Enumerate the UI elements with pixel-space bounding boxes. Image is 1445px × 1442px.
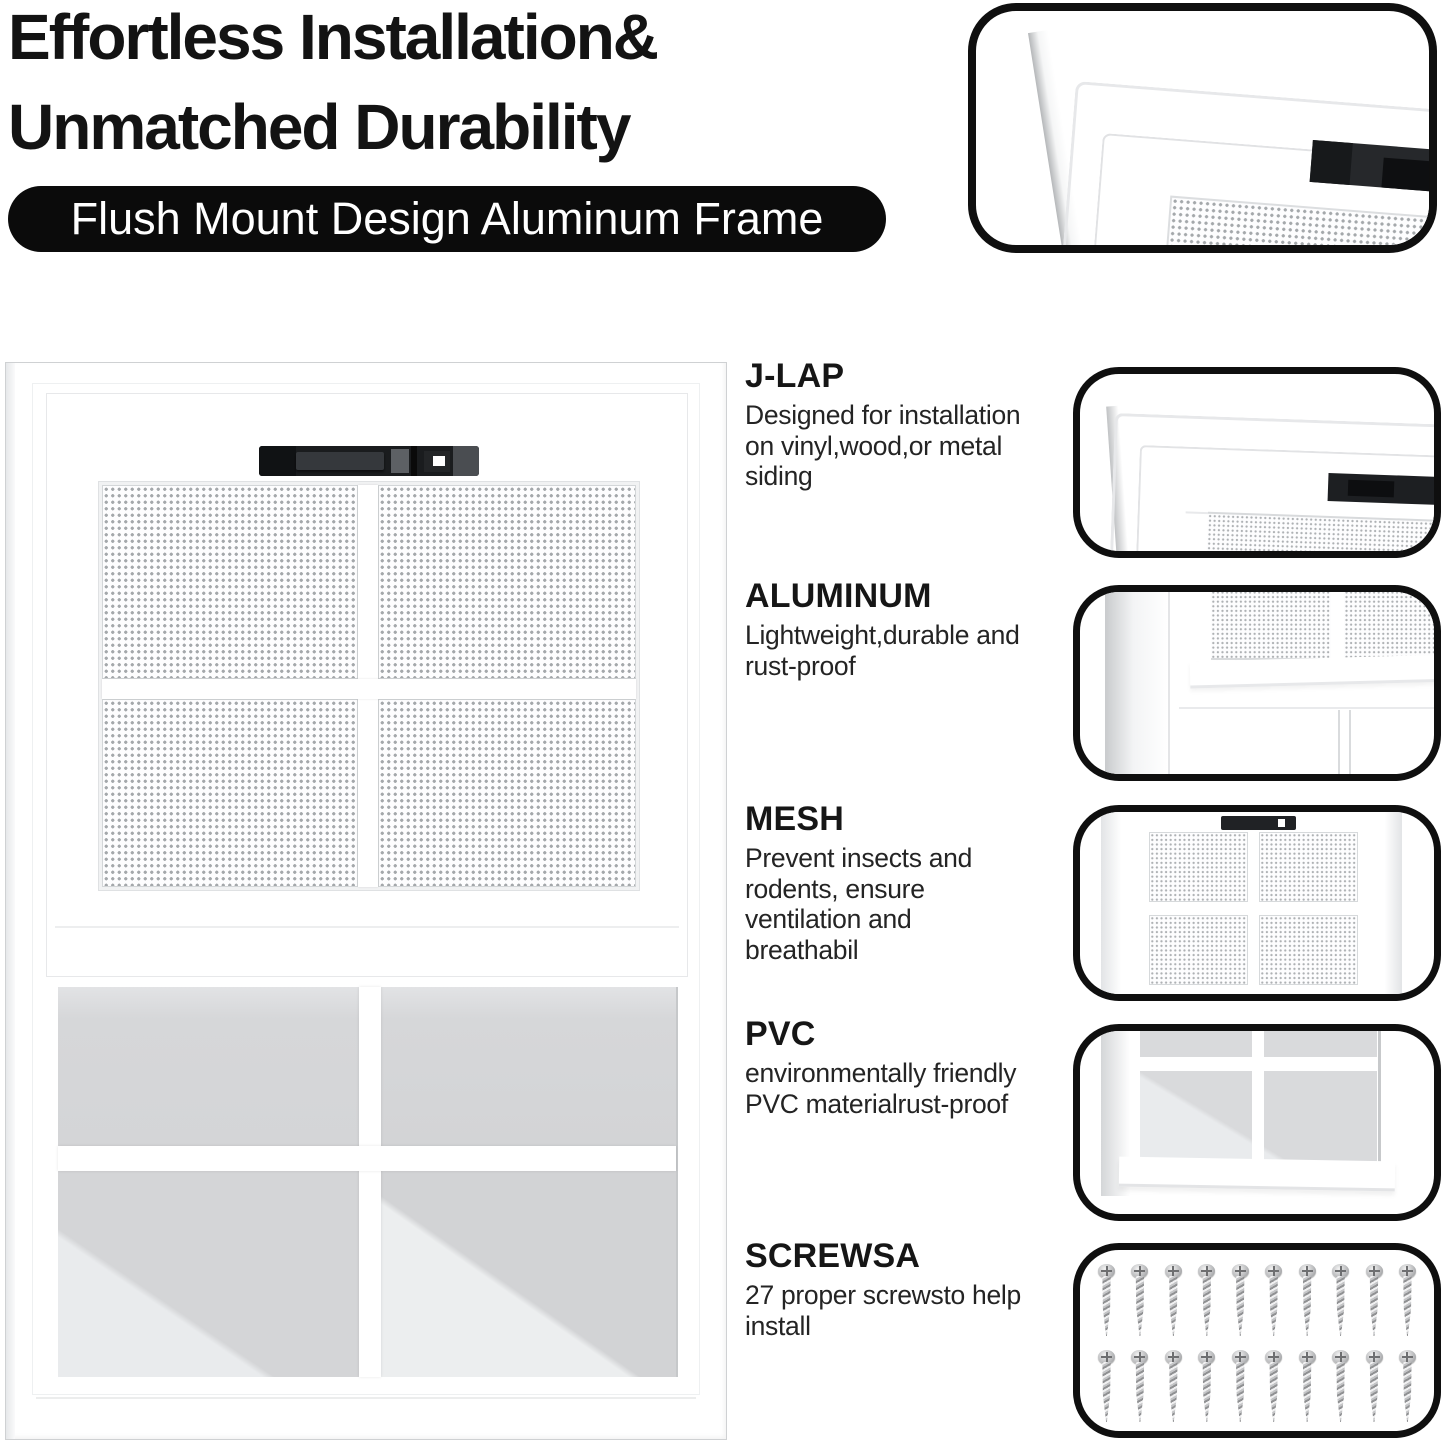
thumb-screws-photo bbox=[1073, 1243, 1441, 1438]
glass-grid bbox=[58, 987, 678, 1377]
glass-divider-horizontal bbox=[1140, 1057, 1377, 1071]
thumb-frame-corner-latch-photo bbox=[1073, 367, 1441, 558]
feature-heading: SCREWSA bbox=[745, 1237, 921, 1275]
screw-icon bbox=[1131, 1264, 1148, 1338]
feature-description: Prevent insects and rodents, ensure ventilation and breathabil bbox=[745, 843, 973, 965]
mesh-pane bbox=[378, 485, 636, 679]
screw-row bbox=[1098, 1350, 1416, 1424]
window-left-edge bbox=[6, 363, 15, 1439]
screw-icon bbox=[1232, 1350, 1249, 1424]
glass-pane bbox=[58, 1171, 359, 1377]
mesh-area bbox=[1211, 592, 1434, 660]
glass-grid bbox=[1140, 1031, 1377, 1163]
mesh-sash bbox=[46, 393, 688, 977]
feature-mesh bbox=[745, 799, 1055, 965]
glass-pane bbox=[381, 987, 676, 1146]
glass-pane bbox=[58, 987, 359, 1146]
sash-sill-line bbox=[55, 926, 679, 928]
thumb-photo-inner bbox=[1080, 1031, 1434, 1214]
thumb-photo-inner bbox=[1080, 1250, 1434, 1431]
screw-icon bbox=[1299, 1264, 1316, 1338]
thumb-mesh-panel-photo bbox=[1073, 805, 1441, 1001]
feature-j-lap bbox=[745, 356, 1055, 492]
hero-frame-corner-photo bbox=[968, 3, 1437, 253]
frame-side-rail bbox=[1101, 812, 1131, 994]
screw-icon bbox=[1332, 1350, 1349, 1424]
feature-description: environmentally friendly PVC materialrust-proof bbox=[745, 1058, 1017, 1119]
glass-divider-vertical bbox=[359, 987, 381, 1377]
window-latch bbox=[259, 446, 479, 476]
mesh-grid bbox=[1149, 832, 1357, 985]
glass-right-edge bbox=[1378, 1031, 1381, 1163]
glass-divider-horizontal bbox=[58, 1146, 676, 1171]
thumb-aluminum-rail-photo bbox=[1073, 585, 1441, 781]
subtitle-badge: Flush Mount Design Aluminum Frame bbox=[8, 186, 886, 252]
screw-icon bbox=[1332, 1264, 1349, 1338]
page-title bbox=[8, 0, 657, 172]
screw-icon bbox=[1165, 1264, 1182, 1338]
muntin-bar bbox=[1338, 710, 1350, 774]
thumb-pvc-glass-photo bbox=[1073, 1024, 1441, 1221]
latch-detail bbox=[1327, 473, 1434, 505]
screw-icon bbox=[1198, 1264, 1215, 1338]
mesh-pane bbox=[1259, 915, 1358, 985]
window-bottom-bevel bbox=[36, 1397, 696, 1399]
screw-row bbox=[1098, 1264, 1416, 1338]
frame-side-rail bbox=[1105, 592, 1171, 774]
mesh-pane bbox=[1149, 832, 1248, 902]
feature-description: Lightweight,durable and rust-proof bbox=[745, 620, 1020, 681]
screw-icon bbox=[1265, 1264, 1282, 1338]
glass-divider-vertical bbox=[1252, 1031, 1264, 1163]
feature-aluminum bbox=[745, 576, 1055, 681]
screw-icon bbox=[1366, 1350, 1383, 1424]
thumb-photo-inner bbox=[1080, 812, 1434, 994]
screw-icon bbox=[1165, 1350, 1182, 1424]
feature-heading: PVC bbox=[745, 1015, 816, 1053]
latch-indicator bbox=[424, 451, 450, 472]
screw-icon bbox=[1232, 1264, 1249, 1338]
frame-side-rail bbox=[1375, 812, 1402, 994]
mesh-divider bbox=[1331, 592, 1343, 658]
screw-icon bbox=[1299, 1350, 1316, 1424]
feature-screwsa bbox=[745, 1236, 1055, 1341]
feature-description: 27 proper screwsto help install bbox=[745, 1280, 1021, 1341]
mesh-pane bbox=[102, 699, 358, 887]
screw-icon bbox=[1265, 1350, 1282, 1424]
mesh-sash-panel bbox=[1130, 812, 1378, 994]
mesh-pane bbox=[378, 699, 636, 887]
mesh-divider-horizontal bbox=[102, 679, 636, 699]
screw-icon bbox=[1098, 1264, 1115, 1338]
mesh-pane bbox=[102, 485, 358, 679]
hero-photo-inner bbox=[976, 11, 1429, 245]
sash-edge-line bbox=[1179, 707, 1434, 709]
feature-description: Designed for installation on vinyl,wood,or metal siding bbox=[745, 400, 1021, 491]
latch-slider bbox=[391, 449, 409, 473]
screw-icon bbox=[1399, 1264, 1416, 1338]
latch-detail bbox=[1221, 816, 1295, 831]
mesh-pane bbox=[1149, 915, 1248, 985]
screw-icon bbox=[1098, 1350, 1115, 1424]
mesh-pane bbox=[1259, 832, 1358, 902]
screw-icon bbox=[1131, 1350, 1148, 1424]
glass-pane bbox=[381, 1171, 676, 1377]
latch-end-cap bbox=[453, 446, 479, 476]
screw-icon bbox=[1198, 1350, 1215, 1424]
screw-icon bbox=[1366, 1264, 1383, 1338]
feature-heading: ALUMINUM bbox=[745, 577, 932, 615]
screw-icon bbox=[1399, 1350, 1416, 1424]
title-line-2: Unmatched Durability bbox=[8, 91, 630, 163]
feature-heading: MESH bbox=[745, 800, 845, 838]
latch-slot bbox=[411, 446, 418, 476]
latch-handle bbox=[296, 452, 384, 470]
thumb-photo-inner bbox=[1080, 374, 1434, 551]
feature-pvc bbox=[745, 1014, 1055, 1119]
thumb-photo-inner bbox=[1080, 592, 1434, 774]
latch-block bbox=[259, 446, 296, 476]
title-line-1: Effortless Installation& bbox=[8, 1, 657, 73]
feature-heading: J-LAP bbox=[745, 357, 845, 395]
window-product-photo bbox=[5, 362, 727, 1440]
frame-bottom-rail bbox=[1119, 1157, 1396, 1192]
mesh-grid bbox=[99, 482, 639, 890]
